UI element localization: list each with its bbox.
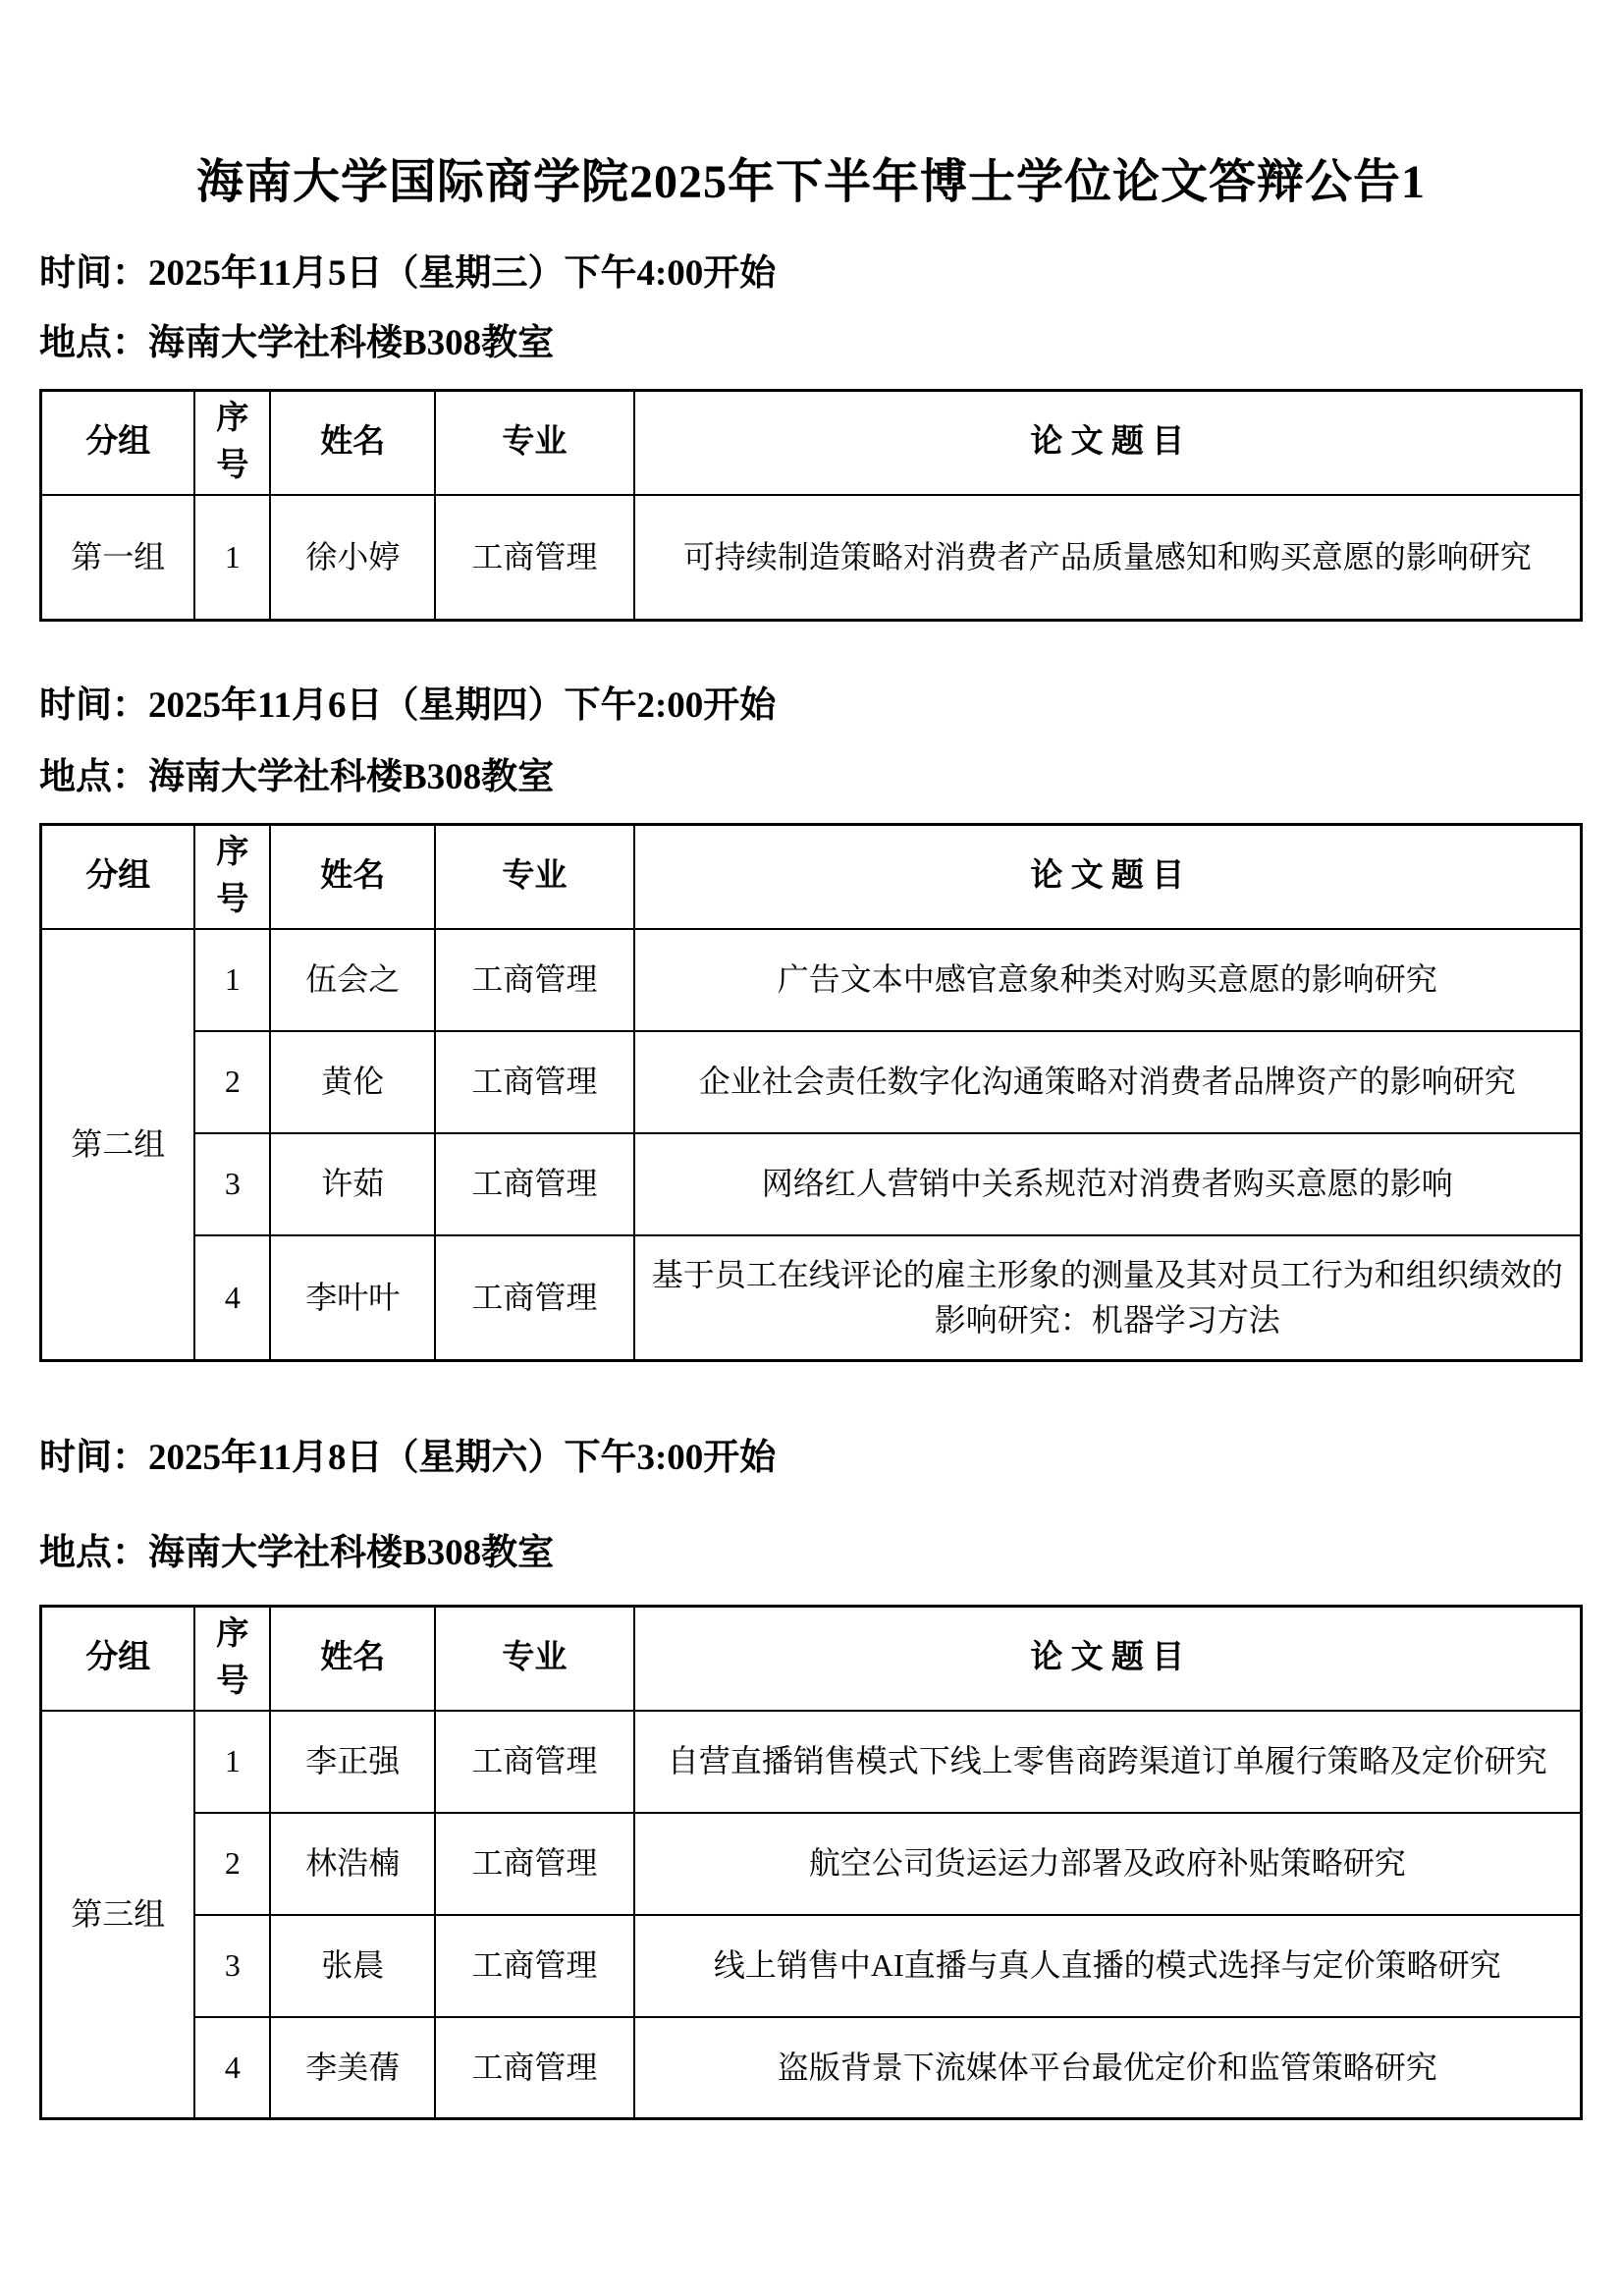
session-time: 时间：2025年11月5日（星期三）下午4:00开始 [39,253,777,295]
table-row [41,929,1582,1031]
major-cell: 工商管理 [435,1235,633,1361]
session-location: 地点：海南大学社科楼B308教室 [39,1532,555,1573]
major-cell: 工商管理 [435,495,633,621]
row-index-cell: 4 [194,2017,270,2119]
session-location: 地点：海南大学社科楼B308教室 [39,322,555,363]
thesis-title-cell: 企业社会责任数字化沟通策略对消费者品牌资产的影响研究 [634,1031,1582,1133]
session-time: 时间：2025年11月8日（星期六）下午3:00开始 [39,1438,777,1479]
student-name-cell: 张晨 [270,1915,435,2017]
table-row [41,1915,1582,2017]
defense-section-1 [39,252,1583,622]
row-index-cell: 1 [194,1711,270,1813]
defense-section-2 [39,684,1583,1362]
session-location: 地点：海南大学社科楼B308教室 [39,756,555,797]
student-name-cell: 李正强 [270,1711,435,1813]
col-header-thesis: 论 文 题 目 [634,1606,1582,1710]
col-header-group: 分组 [41,390,195,494]
defense-section-3 [39,1437,1583,2120]
major-cell: 工商管理 [435,1915,633,2017]
major-cell: 工商管理 [435,1813,633,1915]
thesis-title-cell: 自营直播销售模式下线上零售商跨渠道订单履行策略及定价研究 [634,1711,1582,1813]
row-index-cell: 1 [194,929,270,1031]
thesis-title-cell: 可持续制造策略对消费者产品质量感知和购买意愿的影响研究 [634,495,1582,621]
row-index-cell: 2 [194,1031,270,1133]
col-header-thesis: 论 文 题 目 [634,824,1582,928]
row-index-cell: 4 [194,1235,270,1361]
thesis-title-cell: 航空公司货运运力部署及政府补贴策略研究 [634,1813,1582,1915]
thesis-title-cell: 基于员工在线评论的雇主形象的测量及其对员工行为和组织绩效的影响研究：机器学习方法 [634,1235,1582,1361]
student-name-cell: 徐小婷 [270,495,435,621]
major-cell: 工商管理 [435,2017,633,2119]
table-row [41,495,1582,621]
col-header-index: 序号 [194,824,270,928]
table-header-row [41,1606,1582,1710]
student-name-cell: 伍会之 [270,929,435,1031]
student-name-cell: 李叶叶 [270,1235,435,1361]
thesis-title-cell: 广告文本中感官意象种类对购买意愿的影响研究 [634,929,1582,1031]
student-name-cell: 许茹 [270,1133,435,1235]
thesis-title-cell: 盗版背景下流媒体平台最优定价和监管策略研究 [634,2017,1582,2119]
table-row [41,1711,1582,1813]
table-header-row [41,390,1582,494]
col-header-group: 分组 [41,1606,195,1710]
row-index-cell: 3 [194,1133,270,1235]
defense-table-2 [39,823,1583,1362]
major-cell: 工商管理 [435,1031,633,1133]
page-title: 海南大学国际商学院2025年下半年博士学位论文答辩公告1 [195,156,1426,208]
col-header-index: 序号 [194,1606,270,1710]
major-cell: 工商管理 [435,1133,633,1235]
student-name-cell: 林浩楠 [270,1813,435,1915]
table-row [41,2017,1582,2119]
col-header-major: 专业 [435,1606,633,1710]
row-index-cell: 1 [194,495,270,621]
col-header-major: 专业 [435,390,633,494]
col-header-name: 姓名 [270,824,435,928]
thesis-title-cell: 线上销售中AI直播与真人直播的模式选择与定价策略研究 [634,1915,1582,2017]
session-time: 时间：2025年11月6日（星期四）下午2:00开始 [39,685,777,727]
row-index-cell: 2 [194,1813,270,1915]
col-header-name: 姓名 [270,390,435,494]
col-header-thesis: 论 文 题 目 [634,390,1582,494]
student-name-cell: 黄伦 [270,1031,435,1133]
table-header-row [41,824,1582,928]
col-header-major: 专业 [435,824,633,928]
defense-table-1 [39,389,1583,622]
group-cell: 第三组 [41,1711,195,2119]
student-name-cell: 李美蒨 [270,2017,435,2119]
col-header-group: 分组 [41,824,195,928]
table-row [41,1235,1582,1361]
row-index-cell: 3 [194,1915,270,2017]
table-row [41,1133,1582,1235]
col-header-name: 姓名 [270,1606,435,1710]
table-row [41,1813,1582,1915]
group-cell: 第一组 [41,495,195,621]
group-cell: 第二组 [41,929,195,1361]
thesis-title-cell: 网络红人营销中关系规范对消费者购买意愿的影响 [634,1133,1582,1235]
col-header-index: 序号 [194,390,270,494]
defense-table-3 [39,1605,1583,2120]
major-cell: 工商管理 [435,1711,633,1813]
major-cell: 工商管理 [435,929,633,1031]
table-row [41,1031,1582,1133]
